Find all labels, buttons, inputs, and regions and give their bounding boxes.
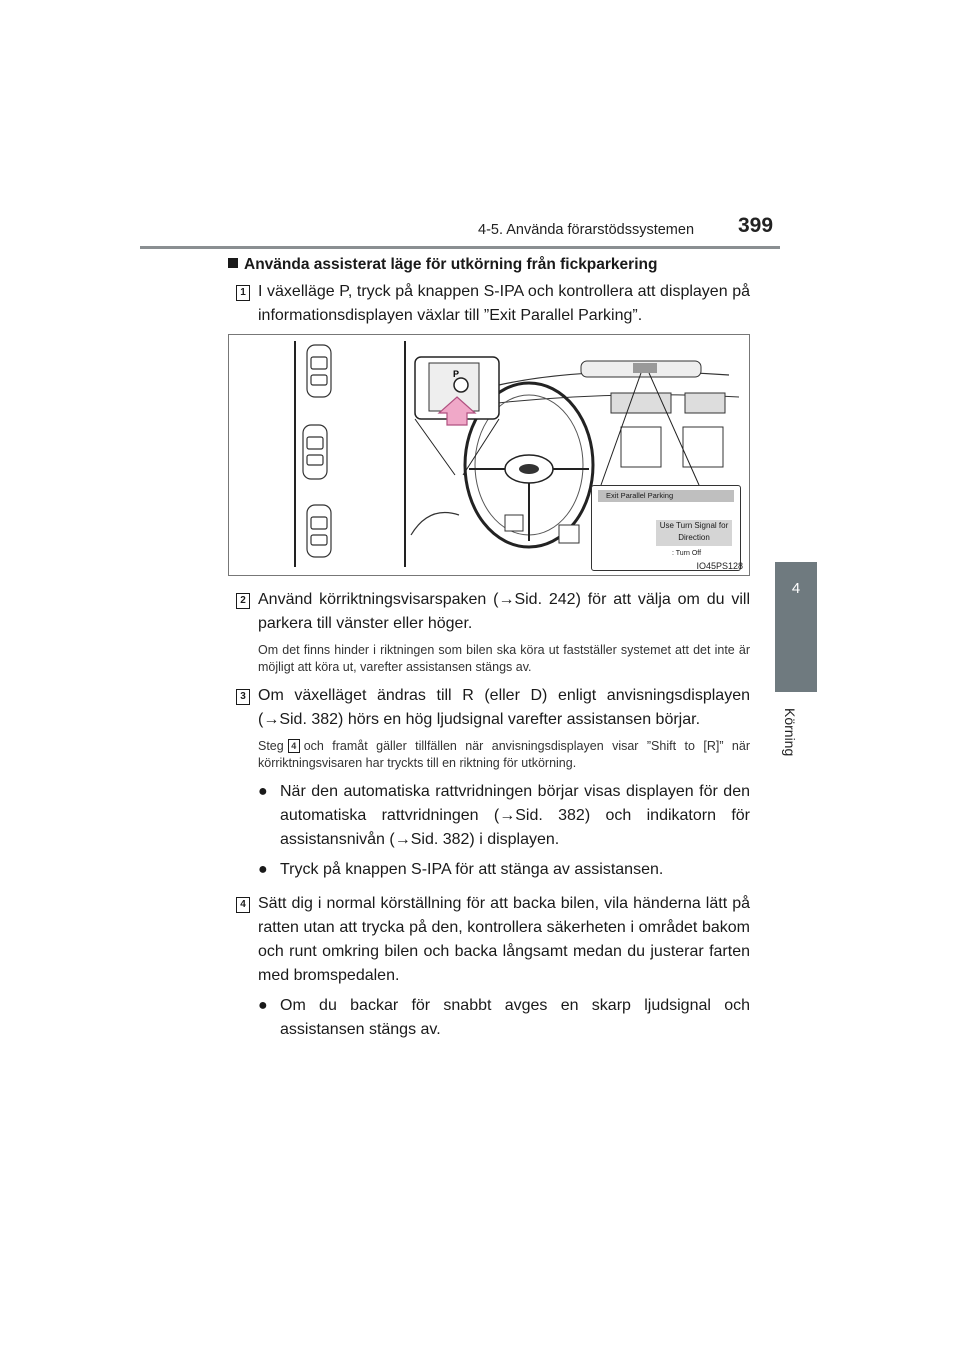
step-number-box: 3 [236, 689, 250, 705]
bullet-dot-icon: ● [258, 783, 268, 800]
header-rule [140, 246, 780, 249]
page-number: 399 [738, 214, 774, 237]
step-3 [228, 684, 750, 732]
step-number-box: 2 [236, 593, 250, 609]
bullet-item: ● När den automatiska rattvridningen börjar visas displayen för den automatiska rattvridningen (→Sid. 382) och indikatorn för assistansnivån (→Sid. 382) i displayen. [228, 780, 750, 852]
illustration [228, 334, 750, 576]
display-turn-off: : Turn Off [672, 550, 702, 557]
own-car-icon [303, 425, 327, 479]
step-text: Använd körriktningsvisarspaken (→Sid. 242) för att välja om du vill parkera till vänster eller höger. [258, 591, 750, 632]
step-2-note: Om det finns hinder i riktningen som bilen ska köra ut fastställer systemet att det inte är möjligt att köra ut, varefter assistansen stängs av. [258, 643, 750, 674]
chapter-label: Körning [782, 708, 798, 757]
step-text: Om växelläget ändras till R (eller D) enligt anvisningsdisplayen (→Sid. 382) hörs en hög ljudsignal varefter assistansen börjar. [258, 687, 750, 728]
header-section-title: 4-5. Använda förarstödssystemen [478, 222, 695, 238]
step-text: I växelläge P, tryck på knappen S-IPA och kontrollera att displayen på informationsdisplayen växlar till ”Exit Parallel Parking”. [258, 283, 750, 324]
display-title: Exit Parallel Parking [598, 490, 734, 502]
chapter-tab [775, 562, 817, 692]
step-2 [228, 588, 750, 636]
bullet-dot-icon: ● [258, 997, 268, 1014]
parked-car-icon [307, 345, 331, 397]
figure-code: IO45PS128 [696, 561, 743, 571]
step-ref-box: 4 [288, 739, 300, 753]
page-content [228, 252, 750, 1048]
step-number-box: 4 [236, 897, 250, 913]
step-4 [228, 892, 750, 988]
chapter-number: 4 [791, 580, 801, 597]
section-heading: Använda assisterat läge för utkörning från fickparkering [228, 256, 750, 274]
step-text: Sätt dig i normal körställning för att backa bilen, vila händerna lätt på ratten utan att trycka på den, kontrollera säkerheten i området bakom och runt omkring bilen och backa långsamt medan du justerar farten med bromspedalen. [258, 895, 750, 984]
button-label: P [453, 369, 460, 379]
parked-car-icon [307, 505, 331, 557]
bullet-dot-icon: ● [258, 861, 268, 878]
bullet-item: ● Tryck på knappen S-IPA för att stänga av assistansen. [228, 858, 750, 882]
step-number-box: 1 [236, 285, 250, 301]
square-bullet-icon [228, 258, 238, 268]
step-3-note: Steg 4 och framåt gäller tillfällen när anvisningsdisplayen visar ”Shift to [R]” när körriktningsvisaren har tryckts till en riktning för utkörning. [258, 739, 750, 770]
multi-info-display [591, 485, 741, 571]
display-message: Use Turn Signal for Direction [656, 520, 732, 546]
bullet-item: ● Om du backar för snabbt avges en skarp ljudsignal och assistansen stängs av. [228, 994, 750, 1042]
step-1 [228, 280, 750, 328]
